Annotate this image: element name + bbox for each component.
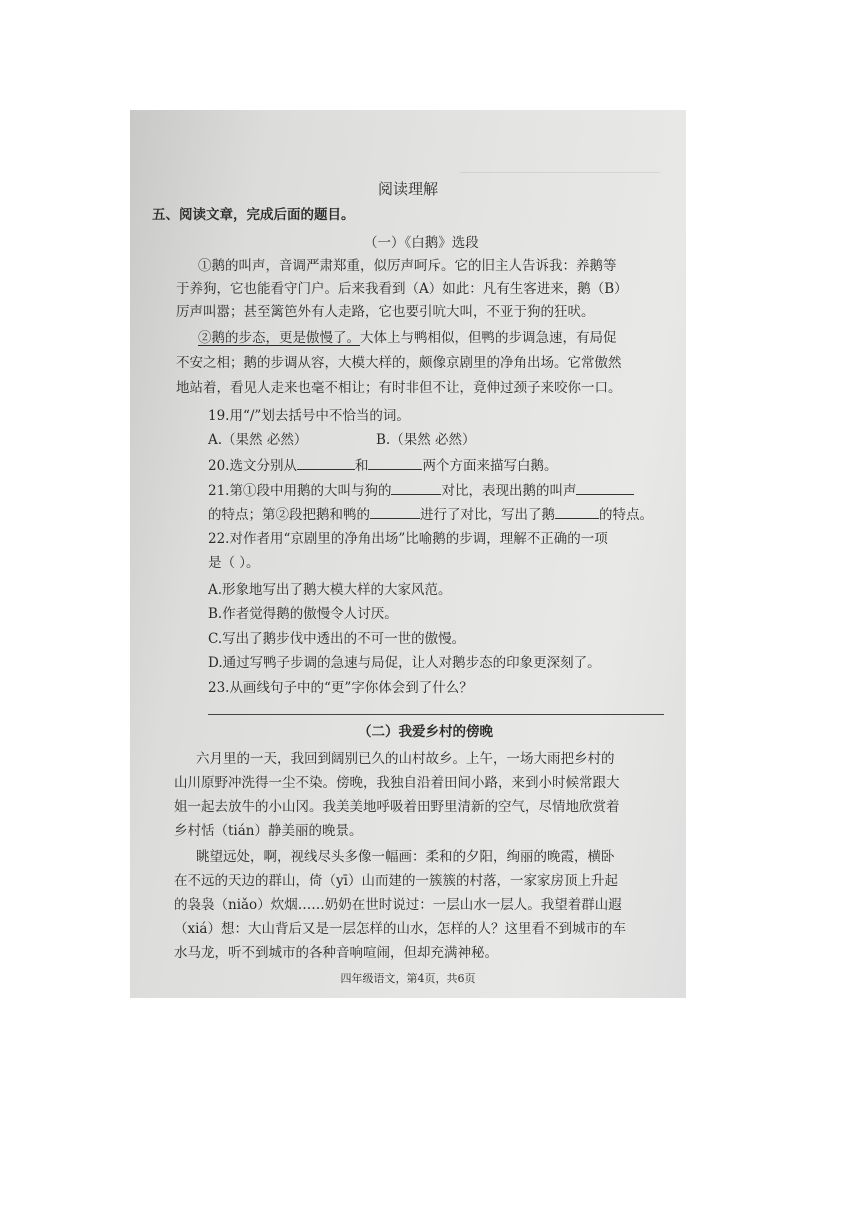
passage2-line: 乡村恬（tián）静美丽的晚景。 [174,823,363,839]
passage2-line: 山川原野冲洗得一尘不染。傍晚，我独自沿着田间小路，来到小时候常跟大 [174,775,620,791]
question-22-option: A.形象地写出了鹅大模大样的大家风范。 [208,582,452,598]
passage1-line: 不安之相；鹅的步调从容，大模大样的，颇像京剧里的净角出场。它常傲然 [176,355,622,371]
question-22: 22.对作者用“京剧里的净角出场”比喻鹅的步调，理解不正确的一项 [208,531,608,547]
passage2-line: 在不远的天边的群山，倚（yī）山而建的一簇簇的村落，一家家房顶上升起 [174,873,618,889]
exam-sheet [130,110,686,998]
passage2-line: 六月里的一天，我回到阔别已久的山村故乡。上午，一场大雨把乡村的 [196,751,615,767]
question-22-option: B.作者觉得鹅的傲慢令人讨厌。 [208,606,398,622]
question-22-answer-slot[interactable]: 是（ ）。 [208,555,260,571]
instruction: 五、阅读文章，完成后面的题目。 [152,207,355,223]
question-21-text: 进行了对比，写出了鹅 [420,507,555,523]
question-21-text: 21.第①段中用鹅的大叫与狗的 [208,483,392,499]
question-19-option-a: A.（果然 必然） [208,432,308,448]
answer-blank[interactable] [297,455,355,470]
answer-line[interactable] [208,714,664,715]
passage2-line: 的袅袅（niǎo）炊烟……奶奶在世时说过：一层山水一层人。我望着群山遐 [174,897,622,913]
section-title: 阅读理解 [377,180,438,198]
passage2-title: （二）我爱乡村的傍晚 [358,724,493,740]
passage1-line: 厉声叫嚣；甚至篱笆外有人走路，它也要引吭大叫，不亚于狗的狂吠。 [176,304,595,320]
answer-blank[interactable] [576,480,634,495]
question-23: 23.从画线句子中的“更”字你体会到了什么？ [208,680,473,696]
question-19-option-b: B.（果然 必然） [376,432,476,448]
question-20-text: 两个方面来描写白鹅。 [422,458,558,474]
question-20-text: 和 [354,458,369,474]
passage2-line: 水马龙，听不到城市的各种音响喧闹，但却充满神秘。 [174,945,498,961]
underlined-sentence: ②鹅的步态，更是傲慢了。 [198,330,360,346]
answer-blank[interactable] [555,504,599,519]
question-21-text: 对比，表现出鹅的叫声 [441,483,577,499]
question-20 [208,455,557,475]
passage1-line: 于养狗，它也能看守门户。后来我看到（A）如此：凡有生客进来，鹅（B） [176,281,628,297]
passage2-line: （xiá）想：大山背后又是一层怎样的山水，怎样的人？这里看不到城市的车 [174,921,626,937]
scanned-page-photo [130,110,686,998]
question-20-text: 20.选文分别从 [208,458,297,474]
answer-blank[interactable] [391,480,441,495]
question-21-line1 [208,480,634,500]
passage1-paragraph2-first-line [198,329,617,347]
passage1-line-rest: 大体上与鸭相似，但鸭的步调急速，有局促 [360,330,617,346]
passage2-line: 眺望远处，啊，视线尽头多像一幅画：柔和的夕阳，绚丽的晚霞，横卧 [196,849,615,865]
question-21-text: 的特点；第②段把鹅和鸭的 [208,507,370,523]
passage2-line: 姐一起去放牛的小山冈。我美美地呼吸着田野里清新的空气，尽情地欣赏着 [174,799,620,815]
answer-blank[interactable] [370,504,420,519]
passage1-line: 地站着，看见人走来也毫不相让；有时非但不让，竟伸过颈子来咬你一口。 [176,380,622,396]
question-22-option: C.写出了鹅步伐中透出的不可一世的傲慢。 [208,631,466,647]
question-21-text: 的特点。 [599,507,653,523]
page-footer: 四年级语文，第4页，共6页 [340,972,476,985]
passage1-title: （一）《白鹅》选段 [364,235,479,251]
question-22-option: D.通过写鸭子步调的急速与局促，让人对鹅步态的印象更深刻了。 [208,655,601,671]
question-19: 19.用“/”划去括号中不恰当的词。 [208,408,410,424]
question-21-line2 [208,504,653,524]
passage1-line: ①鹅的叫声，音调严肃郑重，似厉声呵斥。它的旧主人告诉我：养鹅等 [198,258,617,274]
answer-blank[interactable] [368,455,422,470]
